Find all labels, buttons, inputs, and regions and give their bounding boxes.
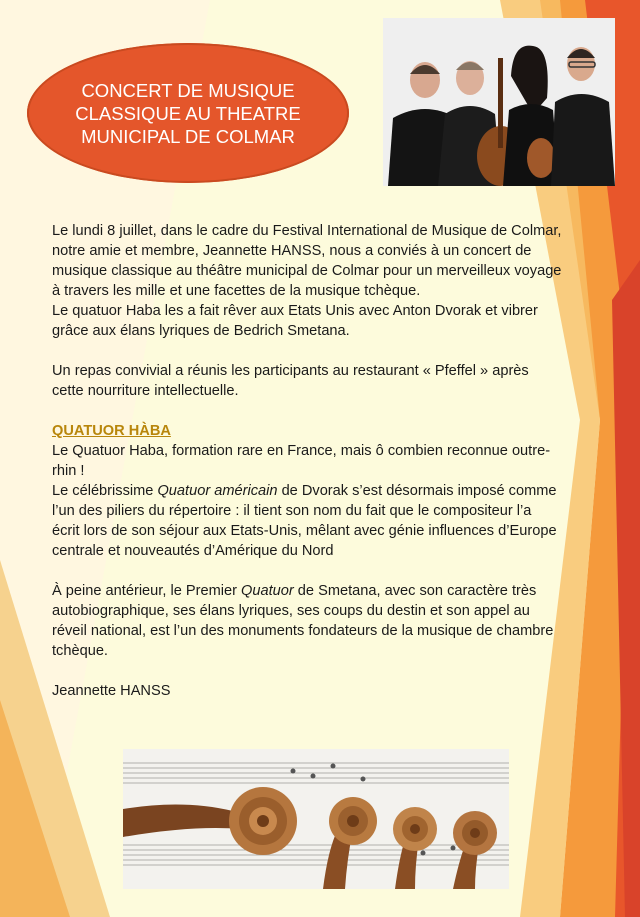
- dvorak-work-title: Quatuor américain: [157, 483, 278, 499]
- intro-paragraph: Le lundi 8 juillet, dans le cadre du Festival International de Musique de Colmar, notre amie et membre, Jeannette HANSS, nous a conviés à un concert de musique classique au théâtre municipal de Colmar pour un merveilleux voyage à travers les mille et une facettes de la musique tchèque.: [52, 223, 562, 299]
- haba-intro-paragraph: Le Quatuor Haba, formation rare en France, mais ô combien reconnue outre-rhin !: [52, 443, 551, 479]
- smetana-work-title: Quatuor: [241, 583, 294, 599]
- page-title: CONCERT DE MUSIQUE CLASSIQUE AU THEATRE MUNICIPAL DE COLMAR: [75, 79, 301, 147]
- dvorak-text-2: de Dvorak s’est désormais imposé comme l’un des piliers du répertoire : il tient son nom du fait que le compositeur l’a écrit lors de son séjour aux Etats-Unis, mêlant avec génie influences d’Europe centrale et nouveautés d’Amérique du Nord: [52, 483, 557, 559]
- section-heading: QUATUOR HÀBA: [52, 423, 171, 439]
- meal-paragraph: Un repas convivial a réunis les participants au restaurant « Pfeffel » après cette nourriture intellectuelle.: [52, 363, 529, 399]
- dvorak-paragraph: [52, 481, 562, 561]
- smetana-text-2: de Smetana, avec son caractère très autobiographique, ses élans lyriques, ses coups du destin et son appel au réveil national, est l’un des monuments fondateurs de la musique de chambre tchèque.: [52, 583, 554, 659]
- quartet-photo: [383, 18, 615, 186]
- title-oval: [27, 43, 349, 183]
- quartet-paragraph: Le quatuor Haba les a fait rêver aux Etats Unis avec Anton Dvorak et vibrer grâce aux élans lyriques de Bedrich Smetana.: [52, 303, 538, 339]
- article-body: [52, 221, 562, 721]
- signature: Jeannette HANSS: [52, 683, 171, 699]
- violin-scrolls-image: [123, 749, 509, 889]
- smetana-paragraph: [52, 581, 562, 661]
- smetana-text-1: À peine antérieur, le Premier: [52, 583, 242, 599]
- dvorak-text-1: Le célébrissime: [52, 483, 158, 499]
